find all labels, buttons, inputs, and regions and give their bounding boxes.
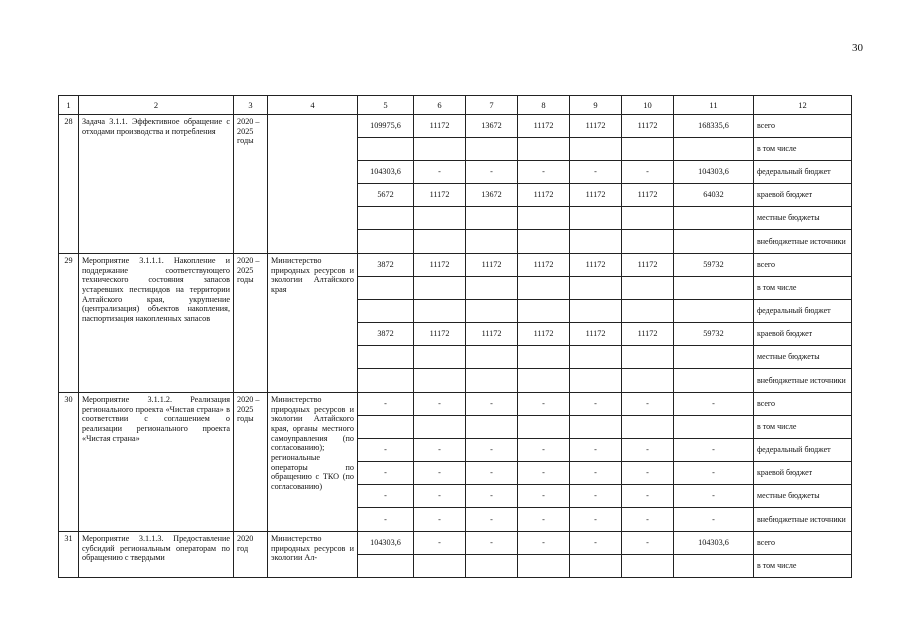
amount-cell bbox=[674, 555, 754, 578]
amount-cell: 11172 bbox=[466, 254, 518, 277]
amount-cell bbox=[518, 277, 570, 300]
amount-cell: - bbox=[622, 393, 674, 416]
funding-source-label: в том числе bbox=[754, 416, 852, 439]
amount-cell: 11172 bbox=[570, 323, 622, 346]
item-title: Мероприятие 3.1.1.3. Предоставление субсидий региональным операторам по обращению с твердыми bbox=[79, 532, 234, 578]
amount-cell: 104303,6 bbox=[358, 161, 414, 184]
amount-cell: - bbox=[414, 393, 466, 416]
amount-cell bbox=[674, 277, 754, 300]
amount-cell bbox=[414, 207, 466, 230]
amount-cell bbox=[674, 300, 754, 323]
amount-cell: 104303,6 bbox=[358, 532, 414, 555]
amount-cell bbox=[358, 416, 414, 439]
item-period: 2020 год bbox=[234, 532, 268, 578]
amount-cell: - bbox=[518, 485, 570, 508]
amount-cell bbox=[518, 416, 570, 439]
amount-cell bbox=[358, 346, 414, 369]
table-row bbox=[59, 532, 852, 555]
column-header: 8 bbox=[518, 96, 570, 115]
amount-cell bbox=[674, 230, 754, 254]
row-index: 29 bbox=[59, 254, 79, 393]
amount-cell bbox=[518, 230, 570, 254]
amount-cell bbox=[622, 555, 674, 578]
amount-cell bbox=[674, 346, 754, 369]
column-header: 4 bbox=[268, 96, 358, 115]
amount-cell bbox=[466, 346, 518, 369]
funding-source-label: местные бюджеты bbox=[754, 346, 852, 369]
amount-cell: - bbox=[622, 485, 674, 508]
amount-cell bbox=[674, 416, 754, 439]
amount-cell: 11172 bbox=[466, 323, 518, 346]
amount-cell bbox=[622, 300, 674, 323]
funding-source-label: внебюджетные источники bbox=[754, 230, 852, 254]
amount-cell bbox=[622, 230, 674, 254]
funding-source-label: местные бюджеты bbox=[754, 207, 852, 230]
amount-cell: - bbox=[414, 439, 466, 462]
amount-cell bbox=[358, 138, 414, 161]
amount-cell bbox=[358, 300, 414, 323]
amount-cell bbox=[358, 369, 414, 393]
amount-cell: - bbox=[414, 485, 466, 508]
amount-cell bbox=[414, 416, 466, 439]
funding-source-label: внебюджетные источники bbox=[754, 508, 852, 532]
amount-cell: - bbox=[518, 462, 570, 485]
amount-cell: - bbox=[466, 439, 518, 462]
amount-cell: - bbox=[466, 508, 518, 532]
item-period: 2020 – 2025 годы bbox=[234, 115, 268, 254]
amount-cell bbox=[414, 277, 466, 300]
amount-cell: - bbox=[570, 508, 622, 532]
amount-cell bbox=[570, 300, 622, 323]
amount-cell: - bbox=[570, 161, 622, 184]
funding-source-label: краевой бюджет bbox=[754, 184, 852, 207]
amount-cell: - bbox=[518, 532, 570, 555]
funding-source-label: в том числе bbox=[754, 138, 852, 161]
item-executor: Министерство природных ресурсов и экологии Ал- bbox=[268, 532, 358, 578]
amount-cell bbox=[622, 277, 674, 300]
amount-cell: - bbox=[414, 508, 466, 532]
amount-cell bbox=[466, 416, 518, 439]
amount-cell bbox=[570, 369, 622, 393]
row-index: 31 bbox=[59, 532, 79, 578]
amount-cell bbox=[570, 555, 622, 578]
amount-cell bbox=[622, 416, 674, 439]
amount-cell: - bbox=[570, 439, 622, 462]
amount-cell: 13672 bbox=[466, 184, 518, 207]
amount-cell: - bbox=[414, 161, 466, 184]
amount-cell: - bbox=[674, 485, 754, 508]
amount-cell: 11172 bbox=[622, 184, 674, 207]
amount-cell: - bbox=[622, 508, 674, 532]
funding-source-label: федеральный бюджет bbox=[754, 300, 852, 323]
amount-cell: - bbox=[466, 532, 518, 555]
amount-cell: - bbox=[518, 439, 570, 462]
amount-cell: - bbox=[518, 508, 570, 532]
amount-cell: 11172 bbox=[622, 323, 674, 346]
item-executor: Министерство природных ресурсов и экологии Алтайского края bbox=[268, 254, 358, 393]
amount-cell: 11172 bbox=[414, 184, 466, 207]
amount-cell bbox=[622, 207, 674, 230]
funding-source-label: всего bbox=[754, 532, 852, 555]
column-header: 11 bbox=[674, 96, 754, 115]
amount-cell: - bbox=[622, 161, 674, 184]
funding-source-label: в том числе bbox=[754, 277, 852, 300]
column-header: 3 bbox=[234, 96, 268, 115]
funding-source-label: федеральный бюджет bbox=[754, 439, 852, 462]
item-title: Мероприятие 3.1.1.2. Реализация регионального проекта «Чистая страна» в соответствии с соглашением о реализации регионального проекта «Чистая страна» bbox=[79, 393, 234, 532]
amount-cell bbox=[622, 138, 674, 161]
column-header: 10 bbox=[622, 96, 674, 115]
amount-cell bbox=[570, 207, 622, 230]
amount-cell bbox=[466, 230, 518, 254]
column-header: 5 bbox=[358, 96, 414, 115]
amount-cell: 13672 bbox=[466, 115, 518, 138]
amount-cell bbox=[358, 207, 414, 230]
amount-cell: 11172 bbox=[622, 254, 674, 277]
amount-cell: 11172 bbox=[570, 254, 622, 277]
item-title: Задача 3.1.1. Эффективное обращение с отходами производства и потребления bbox=[79, 115, 234, 254]
amount-cell: 168335,6 bbox=[674, 115, 754, 138]
budget-table bbox=[58, 95, 852, 578]
amount-cell: 59732 bbox=[674, 323, 754, 346]
amount-cell: 11172 bbox=[414, 254, 466, 277]
funding-source-label: внебюджетные источники bbox=[754, 369, 852, 393]
amount-cell: - bbox=[466, 462, 518, 485]
amount-cell bbox=[570, 346, 622, 369]
amount-cell: - bbox=[466, 393, 518, 416]
amount-cell bbox=[674, 207, 754, 230]
column-header: 12 bbox=[754, 96, 852, 115]
amount-cell: 59732 bbox=[674, 254, 754, 277]
header-row bbox=[59, 96, 852, 115]
amount-cell bbox=[570, 416, 622, 439]
amount-cell bbox=[518, 207, 570, 230]
funding-source-label: в том числе bbox=[754, 555, 852, 578]
amount-cell bbox=[466, 555, 518, 578]
funding-source-label: местные бюджеты bbox=[754, 485, 852, 508]
table-row bbox=[59, 393, 852, 416]
amount-cell: 3872 bbox=[358, 254, 414, 277]
amount-cell: - bbox=[466, 161, 518, 184]
amount-cell bbox=[414, 300, 466, 323]
amount-cell: - bbox=[570, 393, 622, 416]
amount-cell: - bbox=[570, 485, 622, 508]
amount-cell bbox=[570, 277, 622, 300]
amount-cell: - bbox=[518, 161, 570, 184]
table-row bbox=[59, 115, 852, 138]
amount-cell: - bbox=[414, 532, 466, 555]
funding-source-label: всего bbox=[754, 115, 852, 138]
amount-cell: - bbox=[358, 393, 414, 416]
table-row bbox=[59, 254, 852, 277]
amount-cell: 11172 bbox=[518, 323, 570, 346]
amount-cell: 11172 bbox=[518, 115, 570, 138]
amount-cell: 5672 bbox=[358, 184, 414, 207]
row-index: 28 bbox=[59, 115, 79, 254]
amount-cell bbox=[414, 555, 466, 578]
amount-cell: 11172 bbox=[414, 323, 466, 346]
amount-cell: - bbox=[358, 462, 414, 485]
column-header: 9 bbox=[570, 96, 622, 115]
amount-cell bbox=[518, 138, 570, 161]
amount-cell: 11172 bbox=[518, 254, 570, 277]
amount-cell bbox=[518, 300, 570, 323]
amount-cell bbox=[358, 230, 414, 254]
amount-cell bbox=[466, 138, 518, 161]
amount-cell bbox=[622, 346, 674, 369]
amount-cell bbox=[518, 346, 570, 369]
amount-cell: - bbox=[358, 508, 414, 532]
row-index: 30 bbox=[59, 393, 79, 532]
item-executor: Министерство природных ресурсов и экологии Алтайского края, органы местного самоуправления (по согласованию); региональные операторы по обращению с ТКО (по согласованию) bbox=[268, 393, 358, 532]
amount-cell: - bbox=[466, 485, 518, 508]
amount-cell: - bbox=[358, 485, 414, 508]
item-title: Мероприятие 3.1.1.1. Накопление и поддержание соответствующего технического состояния запасов устаревших пестицидов на территории Алтайского края, укрупнение (централизация) объектов накопления, паспортизация накопленных запасов bbox=[79, 254, 234, 393]
amount-cell: - bbox=[414, 462, 466, 485]
amount-cell bbox=[622, 369, 674, 393]
amount-cell bbox=[414, 230, 466, 254]
funding-source-label: федеральный бюджет bbox=[754, 161, 852, 184]
amount-cell bbox=[570, 138, 622, 161]
column-header: 6 bbox=[414, 96, 466, 115]
amount-cell: - bbox=[358, 439, 414, 462]
amount-cell: - bbox=[570, 462, 622, 485]
amount-cell: 11172 bbox=[518, 184, 570, 207]
amount-cell bbox=[674, 138, 754, 161]
amount-cell: 104303,6 bbox=[674, 532, 754, 555]
amount-cell: - bbox=[674, 393, 754, 416]
amount-cell bbox=[414, 346, 466, 369]
amount-cell: - bbox=[674, 439, 754, 462]
funding-source-label: краевой бюджет bbox=[754, 323, 852, 346]
funding-source-label: краевой бюджет bbox=[754, 462, 852, 485]
amount-cell: - bbox=[622, 532, 674, 555]
amount-cell bbox=[466, 369, 518, 393]
amount-cell: - bbox=[674, 462, 754, 485]
amount-cell: 11172 bbox=[570, 115, 622, 138]
amount-cell bbox=[466, 300, 518, 323]
amount-cell: - bbox=[622, 462, 674, 485]
item-period: 2020 – 2025 годы bbox=[234, 393, 268, 532]
item-executor bbox=[268, 115, 358, 254]
amount-cell: - bbox=[518, 393, 570, 416]
amount-cell: 11172 bbox=[570, 184, 622, 207]
amount-cell bbox=[518, 555, 570, 578]
amount-cell: - bbox=[674, 508, 754, 532]
amount-cell: 3872 bbox=[358, 323, 414, 346]
amount-cell: - bbox=[622, 439, 674, 462]
amount-cell: - bbox=[570, 532, 622, 555]
amount-cell bbox=[466, 207, 518, 230]
amount-cell bbox=[414, 138, 466, 161]
amount-cell bbox=[518, 369, 570, 393]
amount-cell bbox=[414, 369, 466, 393]
item-period: 2020 – 2025 годы bbox=[234, 254, 268, 393]
column-header: 7 bbox=[466, 96, 518, 115]
amount-cell: 11172 bbox=[622, 115, 674, 138]
amount-cell: 109975,6 bbox=[358, 115, 414, 138]
amount-cell bbox=[466, 277, 518, 300]
amount-cell bbox=[358, 555, 414, 578]
column-header: 2 bbox=[79, 96, 234, 115]
amount-cell bbox=[358, 277, 414, 300]
amount-cell bbox=[570, 230, 622, 254]
column-header: 1 bbox=[59, 96, 79, 115]
amount-cell bbox=[674, 369, 754, 393]
amount-cell: 11172 bbox=[414, 115, 466, 138]
funding-source-label: всего bbox=[754, 393, 852, 416]
funding-source-label: всего bbox=[754, 254, 852, 277]
page-number: 30 bbox=[852, 42, 863, 54]
amount-cell: 104303,6 bbox=[674, 161, 754, 184]
amount-cell: 64032 bbox=[674, 184, 754, 207]
